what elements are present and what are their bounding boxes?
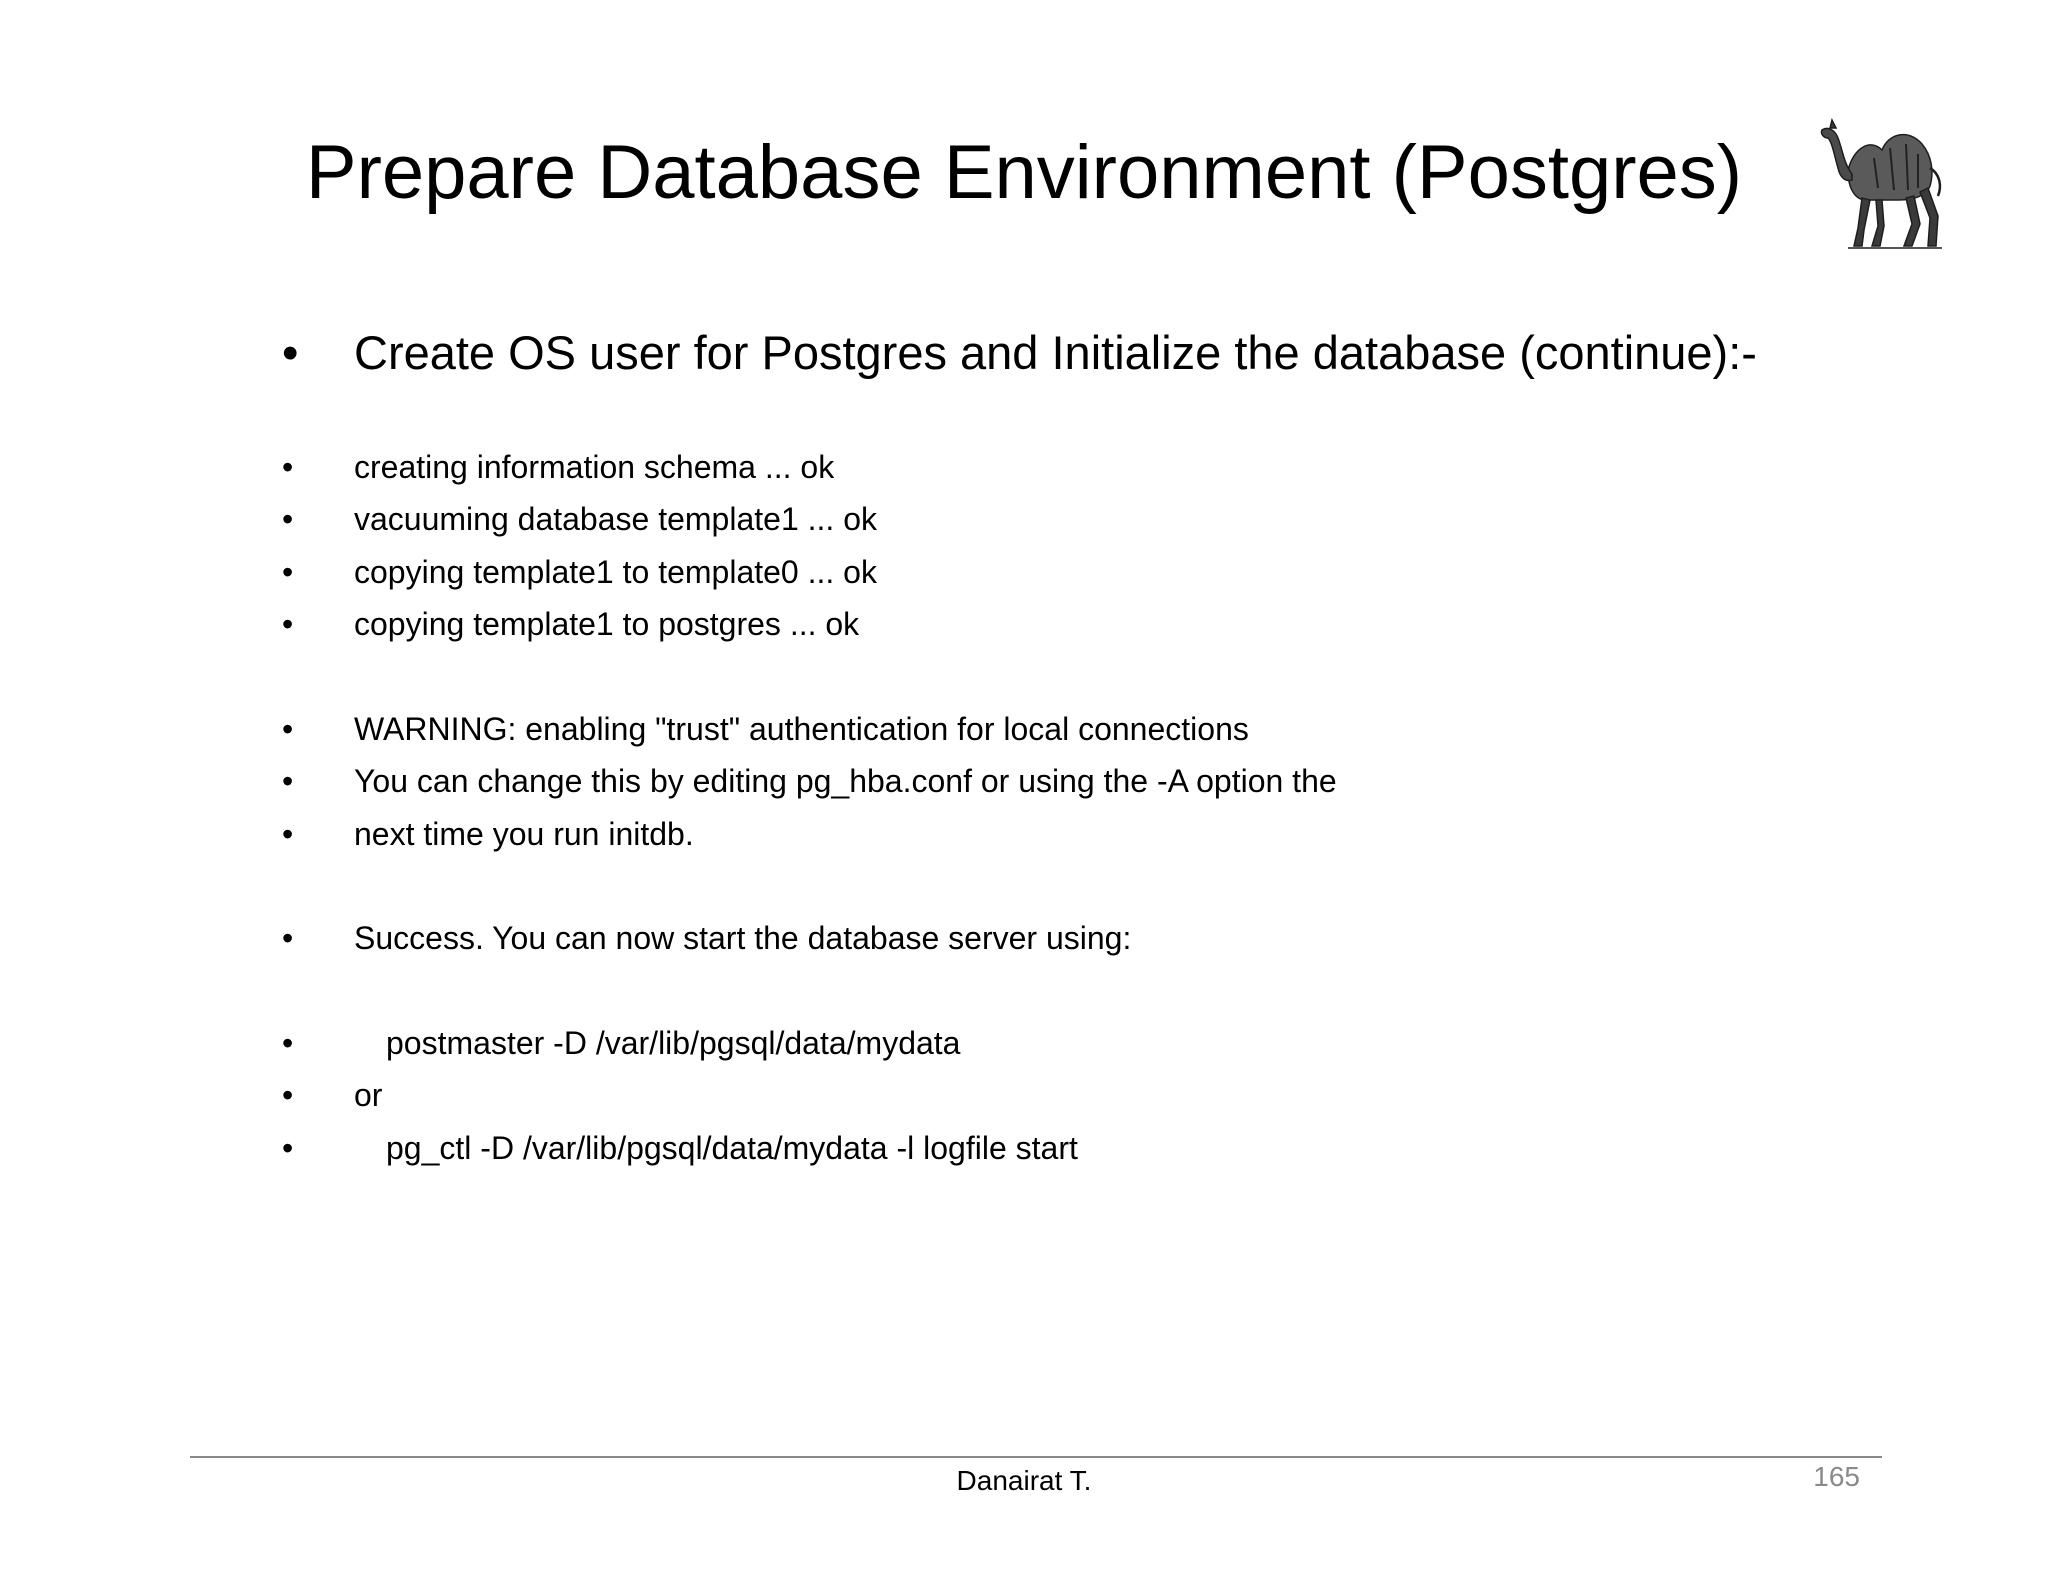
page-number: 165 [1813,1461,1860,1492]
footer-author: Danairat T. [956,1465,1092,1496]
bullet-marker: • [282,816,294,852]
bullet-marker: • [282,554,294,590]
list-item-text: You can change this by editing pg_hba.conf or using the -A option the [354,763,1337,799]
list-item-text: or [354,1077,383,1113]
list-item-text: Success. You can now start the database server using: [354,920,1132,956]
list-item-text: postmaster -D /var/lib/pgsql/data/mydata [386,1025,961,1061]
bullet-marker: • [282,763,294,799]
list-item-text: pg_ctl -D /var/lib/pgsql/data/mydata -l logfile start [386,1130,1078,1166]
bullet-marker: • [282,1130,294,1166]
list-item-text: copying template1 to template0 ... ok [354,554,877,590]
list-item-text: copying template1 to postgres ... ok [354,606,860,642]
list-item-text: vacuuming database template1 ... ok [354,501,877,537]
bullet-marker: • [282,449,294,485]
list-item-text: next time you run initdb. [354,816,694,852]
bullet-marker: • [282,606,294,642]
bullet-marker: • [282,501,294,537]
footer-divider [190,1456,1882,1458]
list-item-text: creating information schema ... ok [354,449,835,485]
slide-title: Prepare Database Environment (Postgres) [305,130,1743,215]
bullet-marker: • [282,711,294,747]
output-lines [282,0,1782,1300]
bullet-marker: • [282,920,294,956]
heading-bullet-text: Create OS user for Postgres and Initialize the database (continue):- [354,326,1757,379]
camel-icon [1818,108,1953,253]
bullet-marker: • [282,1025,294,1061]
list-item-text: WARNING: enabling "trust" authentication for local connections [354,711,1249,747]
bullet-marker: • [282,326,299,379]
bullet-marker: • [282,1077,294,1113]
